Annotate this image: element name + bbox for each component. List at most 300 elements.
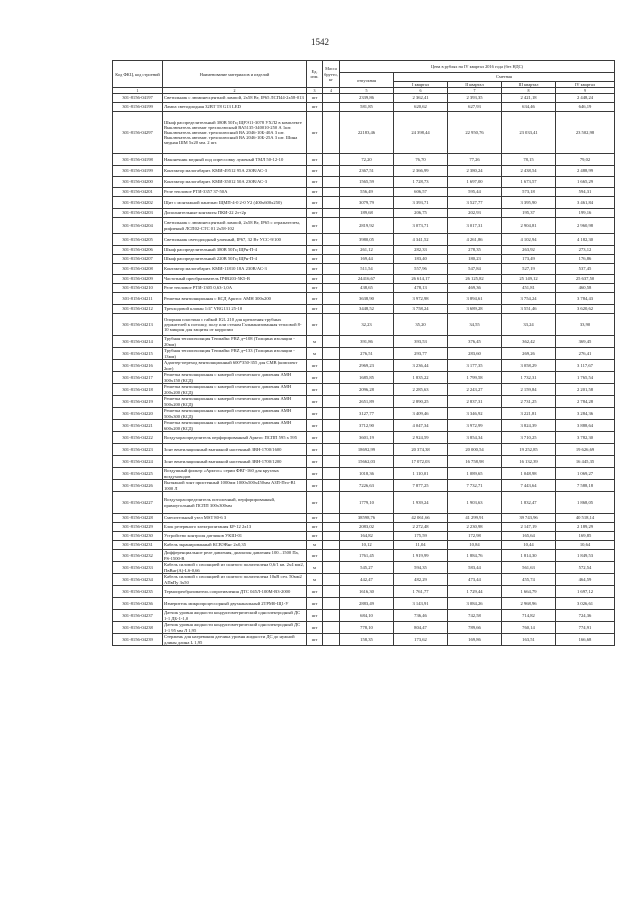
price-q1: 42 061,66 [394,514,448,523]
item-mass [323,348,340,360]
item-unit: шт [307,177,323,188]
item-name: Светильник с люминесцентной лампой, 2х58 Вт, IP65 с отражателем, рифленый ЛСП02-СТС 01 2х58-102 [163,218,307,234]
price-q1: 17 072,03 [394,456,448,468]
price-q2: 1 884,76 [448,550,502,562]
price-q2: 376,45 [448,336,502,348]
item-mass [323,209,340,218]
item-unit: шт [307,523,323,532]
header-price: Цена в рублях на IV квартал 2016 года (без НДС) [340,61,615,73]
table-row [113,348,615,360]
price-q4: 1 665,29 [556,177,615,188]
price-q1: 4 341,52 [394,234,448,246]
item-unit: шт [307,218,323,234]
table-row [113,234,615,246]
price-q3: 1 673,57 [502,177,556,188]
price-q3: 573,18 [502,188,556,197]
table-row [113,305,615,314]
item-code: 301-8156-04199 [113,103,163,112]
item-unit: шт [307,492,323,514]
price-q1: 20 374,38 [394,444,448,456]
price-q4: 25 637,50 [556,275,615,284]
price-q2: 4 261,86 [448,234,502,246]
item-name: Контактор малогабарит. КМИ-49512 95А 230В/АС-3 [163,166,307,177]
price-q4: 2 960,98 [556,218,615,234]
item-name: Зонт вентиляционный вытяжной настенный ЗВН-1700/1200 [163,456,307,468]
price-q1: 1 728,73 [394,177,448,188]
item-code: 301-8156-04214 [113,336,163,348]
release-price: 72,20 [340,154,394,166]
release-price: 3712,90 [340,420,394,432]
price-q1: 3 236,44 [394,360,448,372]
release-price: 15662,03 [340,456,394,468]
release-price: 1779,10 [340,492,394,514]
price-q4: 273,12 [556,246,615,255]
item-name: Светильник с люминесцентной лампой, 2х58 Вт, IP65 ЛСП44-2х58-013 [163,94,307,103]
table-row [113,103,615,112]
table-row [113,622,615,634]
table-row [113,197,615,209]
price-q3: 10,44 [502,541,556,550]
price-q1: 1 939,24 [394,492,448,514]
price-q4: 10,64 [556,541,615,550]
col-number: 5 [340,88,394,94]
release-price: 7226,63 [340,480,394,492]
table-row [113,634,615,646]
item-unit: шт [307,197,323,209]
item-mass [323,468,340,480]
release-price: 1616,30 [340,586,394,598]
item-mass [323,420,340,432]
item-mass [323,177,340,188]
release-price: 32,23 [340,314,394,336]
item-name: Решетка вентиляционная с камерой статического давления АМН 500х200 (КСД) [163,396,307,408]
price-q3: 1 664,79 [502,586,556,598]
price-q4: 19 626,69 [556,444,615,456]
price-q3: 3 395,90 [502,197,556,209]
item-unit: шт [307,622,323,634]
item-name: Дифференциальное реле давления, диапазон давления 100...1500 Па, PS-1500-B [163,550,307,562]
item-code: 301-8156-04221 [113,420,163,432]
item-mass [323,234,340,246]
release-price: 2096,28 [340,384,394,396]
release-price: 164,82 [340,532,394,541]
item-code: 301-8156-04200 [113,177,163,188]
col-number: 4 [323,88,340,94]
release-price: 189,68 [340,209,394,218]
table-row [113,396,615,408]
item-unit: шт [307,255,323,264]
table-row [113,468,615,480]
price-q1: 175,59 [394,532,448,541]
price-q4: 23 502,98 [556,112,615,154]
table-row [113,562,615,574]
price-q4: 3 888,64 [556,420,615,432]
item-name: Воздушный фильтр «Арктос» серии ФВГ-160 для круглых воздуховодов [163,468,307,480]
release-price: 391,86 [340,336,394,348]
item-mass [323,586,340,598]
price-q2: 2 393,35 [448,94,502,103]
release-price: 1018,36 [340,468,394,480]
price-q3: 455,74 [502,574,556,586]
item-unit: шт [307,396,323,408]
item-name: Шкаф распределительный 380В 50Гц ЩРн-П-4 [163,246,307,255]
price-q3: 3 754,24 [502,293,556,305]
release-price: 22183,46 [340,112,394,154]
price-q3: 2 438,54 [502,166,556,177]
item-mass [323,372,340,384]
item-unit: м [307,562,323,574]
release-price: 3079,79 [340,197,394,209]
price-q2: 283,60 [448,348,502,360]
item-mass [323,103,340,112]
price-q4: 199,16 [556,209,615,218]
table-row [113,255,615,264]
price-q3: 1 814,30 [502,550,556,562]
price-q1: 620,62 [394,103,448,112]
item-code: 301-8156-04297 [113,112,163,154]
price-q4: 3 784,43 [556,293,615,305]
price-q1: 3 143,91 [394,598,448,610]
item-code: 301-8156-04210 [113,284,163,293]
item-name: Контактор малогабарит. КМИ-35012 50А 230В/АС-3 [163,177,307,188]
price-q3: 2 731,25 [502,396,556,408]
item-unit: шт [307,264,323,275]
release-price: 276,51 [340,348,394,360]
release-price: 1761,45 [340,550,394,562]
release-price: 10,12 [340,541,394,550]
table-row [113,444,615,456]
item-mass [323,94,340,103]
release-price: 2883,49 [340,598,394,610]
table-row [113,492,615,514]
item-name: Датчик уровня жидкости кондуктометрический одноэлектродный ДС 1-1 ДБ-1-1,0 [163,610,307,622]
item-mass [323,444,340,456]
release-price: 2339,86 [340,94,394,103]
price-q4: 40 518,14 [556,514,615,523]
item-unit: шт [307,166,323,177]
table-row [113,523,615,532]
release-price: 2819,92 [340,218,394,234]
item-mass [323,480,340,492]
item-code: 301-8156-04230 [113,532,163,541]
price-q2: 26 125,82 [448,275,502,284]
item-mass [323,218,340,234]
release-price: 1565,59 [340,177,394,188]
price-q1: 557,96 [394,264,448,275]
price-q1: 173,62 [394,634,448,646]
header-q1: I квартал [394,82,448,88]
item-code: 301-8156-04199 [113,166,163,177]
item-unit: шт [307,360,323,372]
item-unit: шт [307,246,323,255]
item-unit: м [307,348,323,360]
item-name: Наконечник медный под опрессовку луженый ТМЛ 50-12-10 [163,154,307,166]
item-mass [323,408,340,420]
item-name: Решетка вентиляционная с камерой статического давления АМН 300х150 (КСД) [163,372,307,384]
item-code: 301-8156-04203 [113,209,163,218]
col-number: 3 [307,88,323,94]
price-q3: 165,64 [502,532,556,541]
price-q4: 2 488,99 [556,166,615,177]
item-code: 301-8156-04226 [113,480,163,492]
release-price: 3448,52 [340,305,394,314]
price-q2: 2 380,24 [448,166,502,177]
item-name: Измеритель микропроцессорный двухканальный 2ТРМ0-Щ1-У [163,598,307,610]
table-row [113,550,615,562]
item-name: Кабель силовой с изоляцией из сшитого полиэтилена 10кВ сеч. 50мм2 АПвПу 3х50 [163,574,307,586]
price-q1: 1 835,22 [394,372,448,384]
price-q1: 478,13 [394,284,448,293]
price-q1: 76,70 [394,154,448,166]
price-q4: 176,86 [556,255,615,264]
price-q4: 1 868,05 [556,492,615,514]
price-q4: 594,31 [556,188,615,197]
price-q1: 3 758,24 [394,305,448,314]
table-row [113,360,615,372]
price-q3: 263,92 [502,246,556,255]
price-q2: 1 903,63 [448,492,502,514]
item-mass [323,574,340,586]
item-unit: м [307,336,323,348]
item-unit: шт [307,384,323,396]
price-q2: 77,26 [448,154,502,166]
price-q3: 2 159,84 [502,384,556,396]
price-q3: 173,49 [502,255,556,264]
table-row [113,209,615,218]
item-name: Дополнительные контакты ПКИ-22 2з+2р [163,209,307,218]
price-q2: 583,44 [448,562,502,574]
price-q2: 10,84 [448,541,502,550]
item-mass [323,336,340,348]
price-q1: 1 761,77 [394,586,448,598]
item-mass [323,154,340,166]
item-unit: шт [307,444,323,456]
price-q1: 594,35 [394,562,448,574]
item-unit: шт [307,598,323,610]
item-name: Воздухораспределитель потолочный, перфорированный, прямоугольный ПСПП 300х300мм [163,492,307,514]
item-unit: шт [307,532,323,541]
item-unit: м [307,574,323,586]
item-code: 301-8156-04225 [113,468,163,480]
item-unit: шт [307,468,323,480]
item-mass [323,360,340,372]
price-q4: 1 765,54 [556,372,615,384]
item-unit: шт [307,293,323,305]
item-unit: шт [307,209,323,218]
price-q1: 736,46 [394,610,448,622]
item-name: Трехходовой клапан 1/4" VRG131 25-10 [163,305,307,314]
item-mass [323,523,340,532]
item-code: 301-8156-04202 [113,197,163,209]
release-price: 24416,67 [340,275,394,284]
price-q3: 527,19 [502,264,556,275]
item-mass [323,112,340,154]
item-mass [323,396,340,408]
item-code: 301-8156-04213 [113,314,163,336]
release-price: 556,49 [340,188,394,197]
release-price: 545,27 [340,562,394,574]
price-q2: 172,98 [448,532,502,541]
price-q1: 3 409,46 [394,408,448,420]
item-unit: шт [307,432,323,444]
item-code: 301-8156-04223 [113,444,163,456]
price-q1: 2 924,59 [394,432,448,444]
item-mass [323,305,340,314]
price-q4: 79,02 [556,154,615,166]
price-q2: 2 230,98 [448,523,502,532]
price-q2: 3 689,28 [448,305,502,314]
item-mass [323,634,340,646]
release-price: 438,65 [340,284,394,293]
item-code: 301-8156-04222 [113,432,163,444]
price-q4: 2 448,24 [556,94,615,103]
item-mass [323,532,340,541]
release-price: 261,12 [340,246,394,255]
release-price: 684,10 [340,610,394,622]
price-q3: 7 443,64 [502,480,556,492]
item-unit: шт [307,284,323,293]
header-q3: III квартал [502,82,556,88]
table-row [113,275,615,284]
price-q4: 4 182,30 [556,234,615,246]
item-unit: шт [307,586,323,598]
item-code: 301-8156-04212 [113,305,163,314]
item-name: Кабель силовой с изоляцией из сшитого полиэтилена 0,6/1 кв. 2х4 мм2, ПвВнг(А)-LS-0,66 [163,562,307,574]
item-name: Датчик уровня жидкости кондуктометрический одноэлектродный ДС 1-1 95 мм Л 1,95 [163,622,307,634]
item-name: Устройство контроля датчиков УКШ-01 [163,532,307,541]
table-row [113,541,615,550]
release-price: 2083,02 [340,523,394,532]
item-unit: м [307,541,323,550]
price-q1: 293,77 [394,348,448,360]
price-q4: 3 026,61 [556,598,615,610]
header-mass: Масса брутто, кг [323,61,340,88]
item-name: Воздухораспределитель перфорированный Арктос ПСПП 595 х 595 [163,432,307,444]
item-code: 301-8156-04197 [113,94,163,103]
item-code: 301-8156-04239 [113,634,163,646]
release-price: 158,35 [340,634,394,646]
item-unit: шт [307,103,323,112]
item-code: 301-8156-04224 [113,456,163,468]
item-unit: шт [307,456,323,468]
table-row [113,293,615,305]
col-number: 2 [163,88,307,94]
item-mass [323,246,340,255]
price-q1: 26 614,17 [394,275,448,284]
item-mass [323,514,340,523]
price-q2: 169,86 [448,634,502,646]
item-name: Решетка вентиляционная с камерой статического давления АМН 600х200 (КСД) [163,420,307,432]
price-q3: 362,42 [502,336,556,348]
price-q4: 572,54 [556,562,615,574]
item-name: Решетка вентиляционная с камерой статического давления АМН 500х300 (КСД) [163,408,307,420]
item-code: 301-8156-04232 [113,550,163,562]
item-code: 301-8156-04207 [113,255,163,264]
price-q4: 774,91 [556,622,615,634]
price-table [112,60,615,646]
price-q2: 2 837,31 [448,396,502,408]
item-code: 301-8156-04227 [113,492,163,514]
item-mass [323,284,340,293]
release-price: 2367,51 [340,166,394,177]
price-q1: 2 285,63 [394,384,448,396]
item-name: Стержень для нагревания датчика уровня жидкости ДС до нужной длины длина L 1,95 [163,634,307,646]
item-name: Зонт вентиляционный вытяжной настенный ЗВН-1700/1600 [163,444,307,456]
item-unit: шт [307,234,323,246]
price-q3: 1 832,47 [502,492,556,514]
item-mass [323,598,340,610]
price-q4: 460,58 [556,284,615,293]
table-row [113,177,615,188]
item-unit: шт [307,94,323,103]
price-q3: 23 033,41 [502,112,556,154]
price-q3: 78,15 [502,154,556,166]
release-price: 1685,85 [340,372,394,384]
price-q1: 35,20 [394,314,448,336]
page-number: 1542 [311,37,329,47]
item-code: 301-8156-04238 [113,622,163,634]
price-q1: 3 393,71 [394,197,448,209]
item-unit: шт [307,634,323,646]
price-q3: 25 149,12 [502,275,556,284]
header-q2: II квартал [448,82,502,88]
price-q2: 627,93 [448,103,502,112]
price-q2: 7 732,71 [448,480,502,492]
item-code: 301-8156-04233 [113,562,163,574]
col-number: 6 [394,88,448,94]
table-row [113,372,615,384]
price-q4: 646,19 [556,103,615,112]
price-q3: 269,26 [502,348,556,360]
item-name: Щит с монтажной панелью ЩМП-4-0 2-0 У2 (400х600х250) [163,197,307,209]
price-q2: 1 697,00 [448,177,502,188]
item-unit: шт [307,408,323,420]
price-q3: 163,51 [502,634,556,646]
header-q4: IV квартал [556,82,615,88]
item-unit: шт [307,480,323,492]
price-q4: 3 782,30 [556,432,615,444]
item-name: Вытяжной зонт пристенный 1000мм 1000х500х450мм АЗП-Пто-В1 1000 Л [163,480,307,492]
price-q2: 41 299,91 [448,514,502,523]
price-q2: 3 346,92 [448,408,502,420]
item-code: 301-8156-04198 [113,154,163,166]
item-code: 301-8156-04231 [113,541,163,550]
price-q1: 606,57 [394,188,448,197]
release-price: 2969,23 [340,360,394,372]
price-q3: 2 421,18 [502,94,556,103]
table-row [113,586,615,598]
price-q1: 2 366,99 [394,166,448,177]
release-price: 3638,90 [340,293,394,305]
item-name: Блок резервного электропитания БР-12 2х13 [163,523,307,532]
price-q2: 3 527,77 [448,197,502,209]
price-q2: 16 758,98 [448,456,502,468]
price-q1: 206,75 [394,209,448,218]
item-mass [323,432,340,444]
item-name: Смесительный узел MST 80-6 3 [163,514,307,523]
table-row [113,408,615,420]
table-row [113,94,615,103]
price-q4: 3 117,67 [556,360,615,372]
price-q3: 3 710,25 [502,432,556,444]
release-price: 18692,99 [340,444,394,456]
price-q4: 3 284,36 [556,408,615,420]
price-q3: 714,82 [502,610,556,622]
price-q4: 464,59 [556,574,615,586]
price-q3: 634,46 [502,103,556,112]
item-mass [323,188,340,197]
table-row [113,112,615,154]
